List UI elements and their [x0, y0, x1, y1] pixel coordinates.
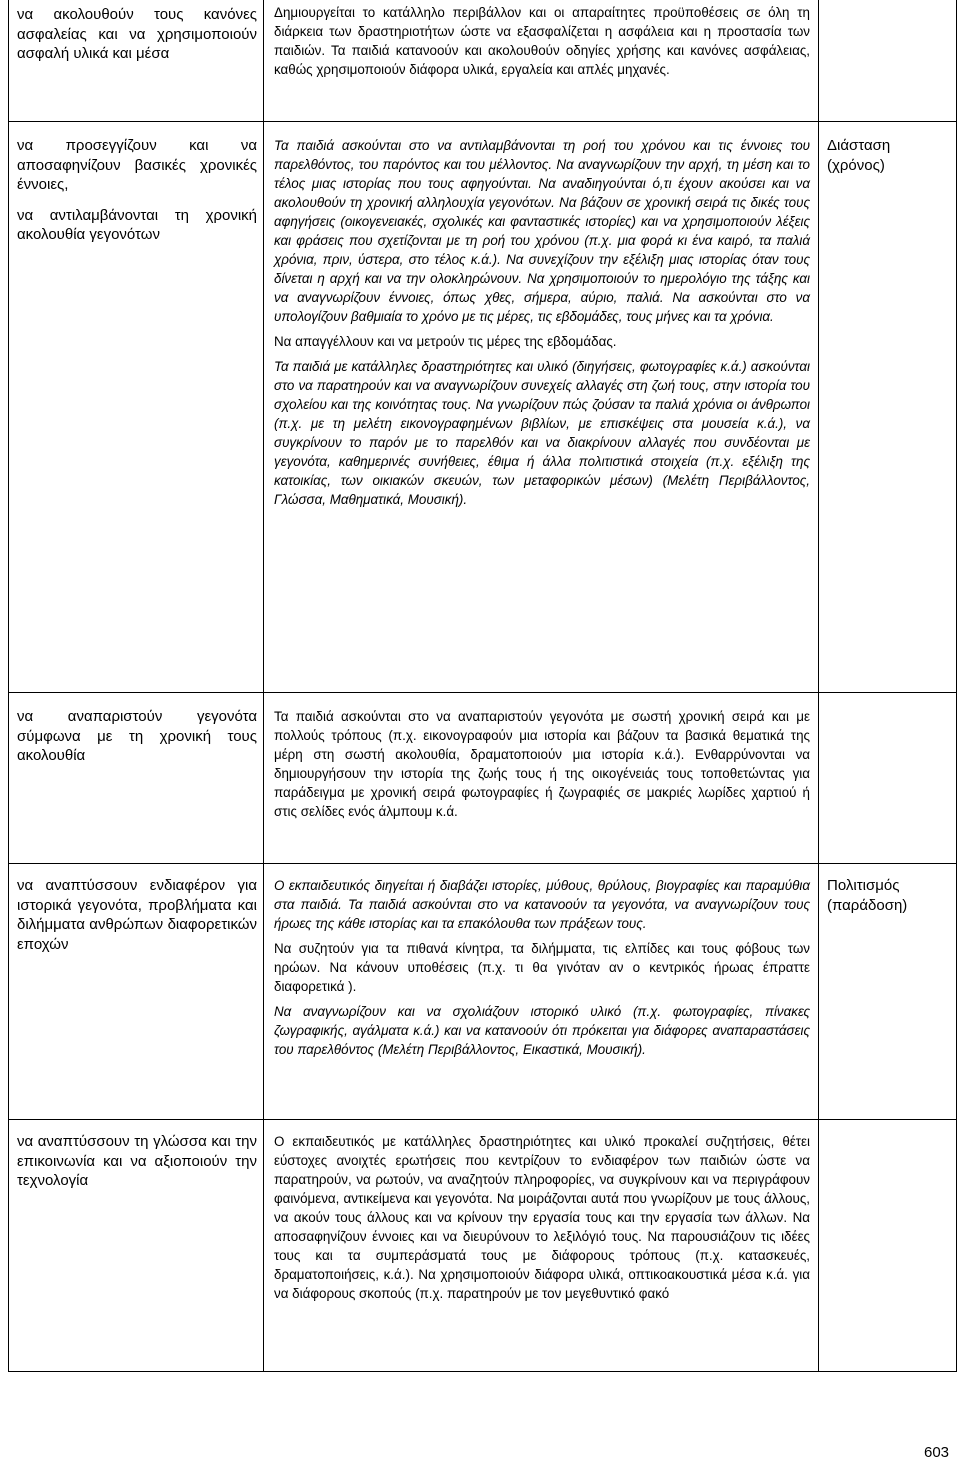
goal-text: να αναπτύσσουν ενδιαφέρον για ιστορικά γεγονότα, προβλήματα και διλήμματα ανθρώπων διαφορετικών εποχών	[17, 877, 257, 953]
table-row	[9, 864, 957, 1120]
page-number: 603	[924, 1444, 950, 1461]
table-row	[9, 0, 957, 122]
dimension-label: Διάσταση (χρόνος)	[827, 137, 891, 174]
table-row	[9, 122, 957, 693]
activity-paragraph: Να συζητούν για τα πιθανά κίνητρα, τα διλήμματα, τις ελπίδες και τους φόβους των ηρώων. Να κάνουν υποθέσεις (π.χ. τι θα γινόταν αν ο κεντρικός ήρωας έπραττε διαφορετικά ).	[274, 941, 810, 994]
curriculum-table	[8, 0, 957, 1372]
activity-paragraph: Τα παιδιά ασκούνται στο να αντιλαμβάνονται τη ροή του χρόνου και τις έννοιες του παρελθόντος, του παρόντος και του μέλλοντος. Να αναγνωρίζουν την αρχή, τη μέση και το τέλος μιας ιστορίας που τους αφηγούνται. Να αναδιηγούνται ό,τι έχουν ακούσει και να ακολουθούν τη χρονική αλληλουχία γεγονότων. Να βάζουν σε χρονική σειρά τις δικές τους αφηγήσεις (οικογενειακές, σχολικές και φανταστικές ιστορίες) και να χρησιμοποιούν λέξεις και φράσεις που σχετίζονται με τη ροή του χρόνου (π.χ. μια φορά κι ένα καιρό, τα παλιά χρόνια, πριν, ύστερα, στο τέλος κ.ά.). Να συνεχίζουν την εξέλιξη μιας ιστορίας όταν τους δίνεται η αρχή και να την ολοκληρώνουν. Να χρησιμοποιούν το ημερολόγιο της τάξης και να αναγνωρίζουν έννοιες, όπως χθες, σήμερα, αύριο, παλιά. Να ασκούνται στο να υπολογίζουν βαθμιαία το χρόνο με τις μέρες, τις εβδομάδες, τους μήνες και τα χρόνια.	[274, 138, 810, 324]
activity-paragraph: Να απαγγέλλουν και να μετρούν τις μέρες της εβδομάδας.	[274, 334, 617, 349]
activity-paragraph: Να αναγνωρίζουν και να σχολιάζουν ιστορικό υλικό (π.χ. φωτογραφίες, πίνακες ζωγραφικής, αγάλματα κ.ά.) και να κατανοούν ότι πρόκειται για διάφορες αναπαραστάσεις του παρελθόντος (Μελέτη Περιβάλλοντος, Εικαστικά, Μουσική).	[274, 1004, 810, 1057]
table-row	[9, 693, 957, 864]
goal-text: να αναπτύσσουν τη γλώσσα και την επικοινωνία και να αξιοποιούν την τεχνολογία	[17, 1133, 257, 1189]
table-row	[9, 1120, 957, 1372]
goal-text: να αναπαριστούν γεγονότα σύμφωνα με τη χρονική τους ακολουθία	[17, 708, 257, 764]
activity-paragraph: Τα παιδιά ασκούνται στο να αναπαριστούν γεγονότα με σωστή χρονική σειρά και με πολλούς τρόπους (π.χ. εικονογραφούν μια ιστορία και βάζουν τα βασικά θεματικά της μέρη στη σωστή ακολουθία, δραματοποιούν μια ιστορία κ.ά.). Ενθαρρύνονται να δημιουργήσουν την ιστορία της ζωής τους ή της οικογένειάς τους τοποθετώντας για παράδειγμα με χρονική σειρά φωτογραφίες ή ζωγραφιές σε μακριές λωρίδες χαρτιού ή στις σελίδες ενός άλμπουμ κ.ά.	[274, 709, 810, 819]
activity-paragraph: Ο εκπαιδευτικός με κατάλληλες δραστηριότητες και υλικό προκαλεί συζητήσεις, θέτει εύστοχες ανοιχτές ερωτήσεις που κεντρίζουν το ενδιαφέρον των παιδιών ώστε να παρατηρούν, να ρωτούν, να αναζητούν πληροφορίες, να συγκρίνουν και να περιγράφουν φαινόμενα, αντικείμενα και γεγονότα. Να μοιράζονται αυτά που γνωρίζουν με τους άλλους, να ακούν τους άλλους και να κρίνουν την εργασία τους και την εργασία των άλλων. Να αποσαφηνίζουν έννοιες και να διευρύνουν το λεξιλόγιό τους. Να παρουσιάζουν τις ιδέες τους και τα συμπεράσματά τους με διάφορους τρόπους (π.χ. κατασκευές, δραματοποιήσεις, κ.ά.). Να χρησιμοποιούν διάφορα υλικά, οπτικοακουστικά μέσα κ.ά. για να διάφορους σκοπούς (π.χ. παρατηρούν με τον μεγεθυντικό φακό	[274, 1134, 810, 1301]
dimension-label: Πολιτισμός (παράδοση)	[827, 877, 908, 914]
goal-text: να προσεγγίζουν και να αποσαφηνίζουν βασικές χρονικές έννοιες,	[17, 137, 257, 193]
activity-paragraph: Τα παιδιά με κατάλληλες δραστηριότητες και υλικό (διηγήσεις, φωτογραφίες κ.ά.) ασκούνται στο να παρατηρούν και να αναγνωρίζουν συνεχείς αλλαγές στη ζωή τους, στην ιστορία του σχολείου και της κοινότητας τους. Να γνωρίζουν πώς ζούσαν τα παλιά χρόνια οι άνθρωποι (π.χ. με τη μελέτη εικονογραφημένων βιβλίων, με επισκέψεις στα μουσεία κ.ά.), να συγκρίνουν το παρόν με το παρελθόν και να διακρίνουν αλλαγές που συνδέονται με γεγονότα, καθημερινές συνήθειες, έθιμα ή άλλα πολιτιστικά στοιχεία (π.χ. εξέλιξη της κατοικίας, των οικιακών σκευών, των μεταφορικών μέσων) (Μελέτη Περιβάλλοντος, Γλώσσα, Μαθηματικά, Μουσική).	[274, 359, 810, 507]
activity-paragraph: Δημιουργείται το κατάλληλο περιβάλλον και οι απαραίτητες προϋποθέσεις σε όλη τη διάρκεια των δραστηριοτήτων ώστε να εξασφαλίζεται η ασφάλεια και η προστασία των παιδιών. Τα παιδιά κατανοούν και ακολουθούν οδηγίες χρήσης και κανόνες ασφάλειας, καθώς χρησιμοποιούν διάφορα υλικά, εργαλεία και απλές μηχανές.	[274, 5, 810, 77]
goal-text: να ακολουθούν τους κανόνες ασφαλείας και να χρησιμοποιούν ασφαλή υλικά και μέσα	[17, 6, 257, 62]
activity-paragraph: Ο εκπαιδευτικός διηγείται ή διαβάζει ιστορίες, μύθους, θρύλους, βιογραφίες και παραμύθια στα παιδιά. Τα παιδιά ασκούνται στο να κατανοούν τα γεγονότα, να αναγνωρίζουν τους ήρωες της κάθε ιστορίας και τα επακόλουθα των πράξεων τους.	[274, 878, 810, 931]
goal-text: να αντιλαμβάνονται τη χρονική ακολουθία γεγονότων	[17, 206, 257, 243]
